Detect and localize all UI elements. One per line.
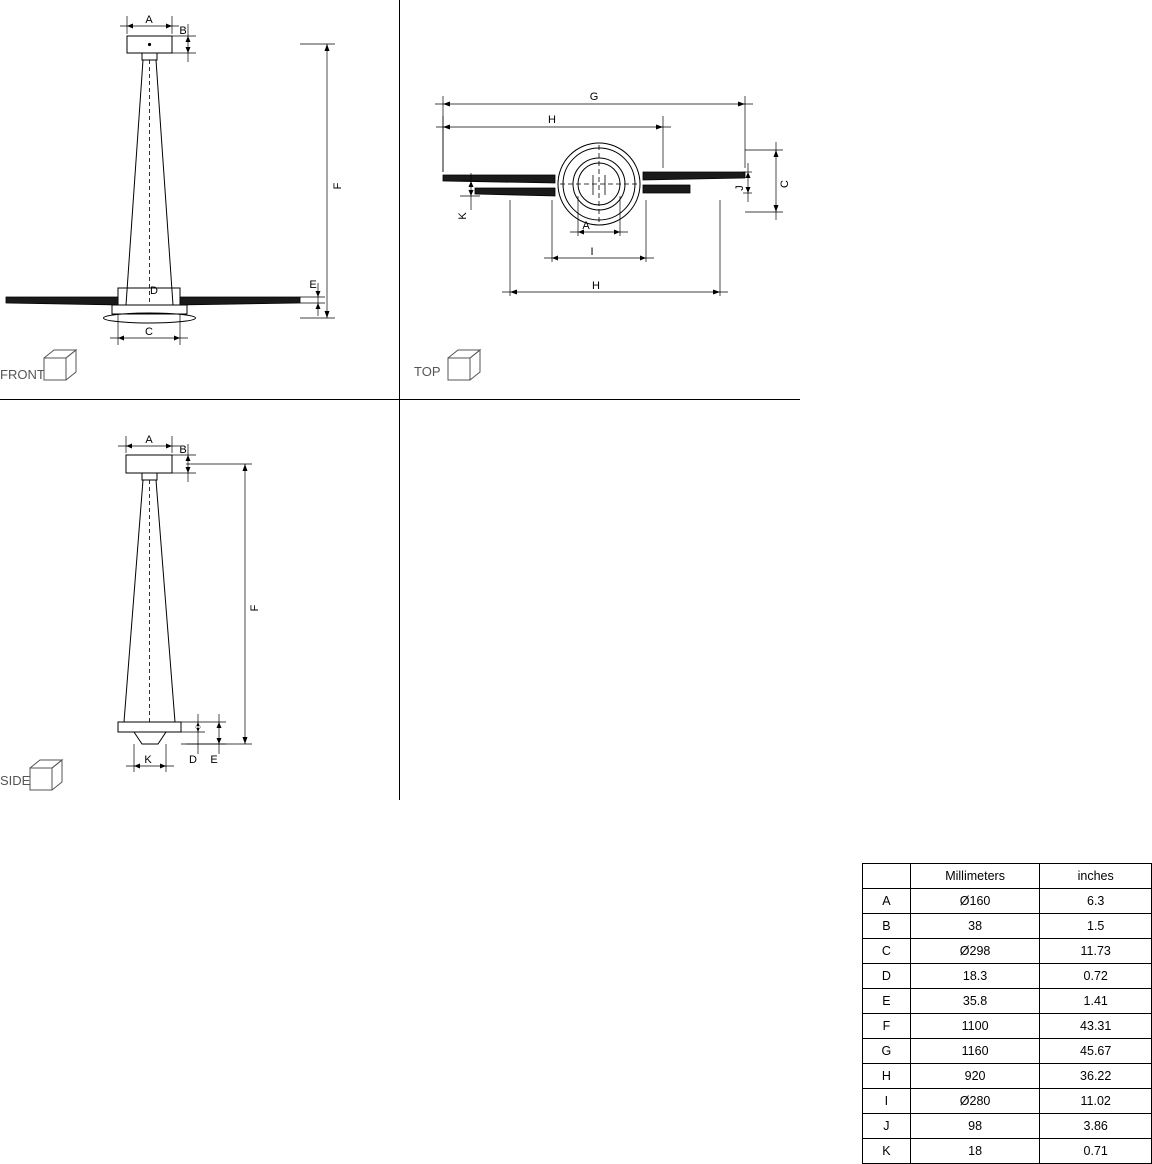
table-cell-mm: 35.8 (910, 989, 1040, 1014)
side-dim-d-label: D (189, 754, 197, 766)
table-row (863, 1064, 1152, 1089)
side-base-flange (134, 732, 166, 744)
top-blade-lower-right (643, 185, 690, 193)
side-base (118, 722, 181, 732)
table-cell-mm: 18.3 (910, 964, 1040, 989)
top-blade-lower-left (475, 188, 555, 196)
table-cell-in: 43.31 (1040, 1014, 1152, 1039)
front-blade-left (6, 297, 118, 305)
table-cell-key: A (863, 889, 911, 914)
table-row (863, 914, 1152, 939)
table-cell-key: H (863, 1064, 911, 1089)
front-blade-right (180, 297, 300, 305)
side-rod-left (124, 480, 143, 722)
dimension-table-panel (400, 400, 1114, 1158)
table-cell-in: 45.67 (1040, 1039, 1152, 1064)
front-view-cube-icon (44, 350, 76, 380)
top-dim-h-label-upper: H (548, 114, 556, 126)
table-row (863, 939, 1152, 964)
front-rod-right (156, 60, 173, 305)
table-cell-mm: 1100 (910, 1014, 1040, 1039)
top-dim-j-label: J (734, 185, 746, 191)
side-stem-top (142, 473, 157, 480)
table-cell-in: 0.72 (1040, 964, 1152, 989)
table-row (863, 1139, 1152, 1164)
table-cell-mm: 38 (910, 914, 1040, 939)
table-cell-in: 0.71 (1040, 1139, 1152, 1164)
front-rod-left (126, 60, 143, 305)
top-view-label: TOP (414, 364, 441, 379)
dimension-table (862, 863, 1152, 1164)
table-cell-mm: Ø280 (910, 1089, 1040, 1114)
side-dim-e-label: E (210, 754, 218, 766)
table-cell-key: J (863, 1114, 911, 1139)
side-dim-k-label: K (144, 754, 152, 766)
table-cell-mm: Ø160 (910, 889, 1040, 914)
table-row (863, 1039, 1152, 1064)
front-dim-e-label: E (309, 279, 317, 291)
table-cell-in: 36.22 (1040, 1064, 1152, 1089)
side-canopy (126, 455, 172, 473)
front-stem-top (142, 53, 157, 60)
table-cell-in: 6.3 (1040, 889, 1152, 914)
front-dim-a-label: A (145, 14, 153, 26)
top-view-drawing (400, 0, 800, 399)
table-cell-in: 1.41 (1040, 989, 1152, 1014)
dimension-table-wrap (862, 863, 1152, 1164)
table-cell-key: C (863, 939, 911, 964)
table-cell-key: B (863, 914, 911, 939)
front-view-drawing (0, 0, 399, 399)
top-view-panel (400, 0, 800, 399)
table-cell-in: 11.73 (1040, 939, 1152, 964)
table-cell-key: E (863, 989, 911, 1014)
side-view-panel (0, 400, 399, 800)
table-cell-in: 11.02 (1040, 1089, 1152, 1114)
top-dim-k-label: K (457, 212, 469, 220)
table-header-inches: inches (1040, 864, 1152, 889)
side-view-label: SIDE (0, 773, 31, 788)
table-row (863, 1089, 1152, 1114)
table-cell-key: K (863, 1139, 911, 1164)
table-header-key (863, 864, 911, 889)
front-dim-b-label: B (179, 25, 187, 37)
table-cell-key: F (863, 1014, 911, 1039)
top-dim-i-label: I (590, 246, 594, 258)
table-header-row (863, 864, 1152, 889)
table-cell-mm: 98 (910, 1114, 1040, 1139)
side-view-cube-icon (30, 760, 62, 790)
table-row (863, 1114, 1152, 1139)
side-dim-b-label: B (179, 444, 187, 456)
table-cell-mm: 920 (910, 1064, 1040, 1089)
front-canopy-center-dot (148, 43, 151, 46)
front-view-label: FRONT (0, 367, 45, 382)
table-cell-key: I (863, 1089, 911, 1114)
top-dim-h-label-lower: H (592, 280, 600, 292)
top-dim-c-label: C (779, 180, 791, 188)
table-row (863, 1014, 1152, 1039)
top-dim-a-label: A (582, 220, 590, 232)
front-view-panel (0, 0, 399, 399)
table-cell-mm: 18 (910, 1139, 1040, 1164)
front-dim-c-label: C (145, 326, 153, 338)
table-cell-mm: Ø298 (910, 939, 1040, 964)
table-row (863, 964, 1152, 989)
side-dim-a-label: A (145, 434, 153, 446)
table-cell-in: 1.5 (1040, 914, 1152, 939)
table-cell-key: D (863, 964, 911, 989)
top-blade-upper-right (643, 172, 745, 180)
table-cell-mm: 1160 (910, 1039, 1040, 1064)
table-row (863, 989, 1152, 1014)
top-view-cube-icon (448, 350, 480, 380)
table-header-millimeters: Millimeters (910, 864, 1040, 889)
table-cell-in: 3.86 (1040, 1114, 1152, 1139)
top-dim-g-label: G (589, 91, 599, 103)
side-view-drawing (0, 400, 399, 800)
top-blade-upper-left (443, 175, 555, 183)
side-rod-right (156, 480, 175, 722)
table-row (863, 889, 1152, 914)
front-dim-f-label: F (332, 182, 344, 190)
side-dim-f-label: F (249, 604, 261, 612)
front-dim-d-label: D (150, 285, 158, 297)
table-cell-key: G (863, 1039, 911, 1064)
